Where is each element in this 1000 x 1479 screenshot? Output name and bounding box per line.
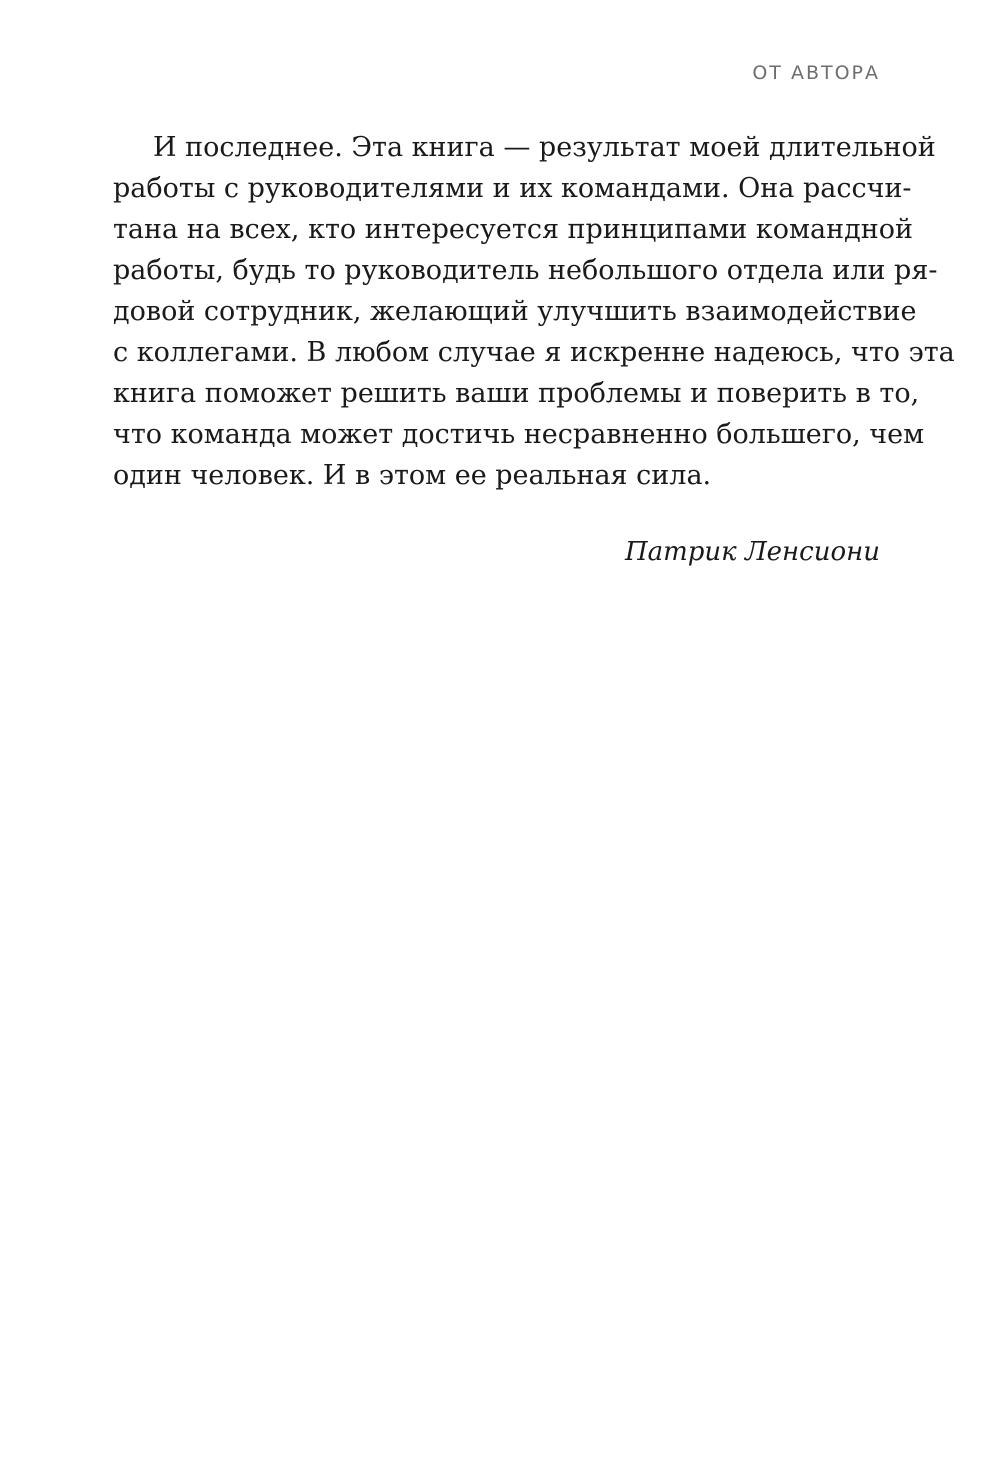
paragraph-line: довой сотрудник, желающий улучшить взаимодействие (113, 296, 917, 327)
paragraph-line: И последнее. Эта книга — результат моей длительной (153, 132, 936, 163)
paragraph-line: тана на всех, кто интересуется принципами командной (113, 214, 913, 245)
running-head-title: ОТ АВТОРА (752, 62, 880, 84)
paragraph-line: работы с руководителями и их командами. Она рассчи- (113, 173, 912, 204)
author-signature: Патрик Ленсиони (624, 537, 880, 567)
paragraph-line: с коллегами. В любом случае я искренне надеюсь, что эта (113, 337, 955, 368)
paragraph-line: работы, будь то руководитель небольшого отдела или ря- (113, 255, 938, 286)
paragraph-line-last: один человек. И в этом ее реальная сила. (113, 460, 712, 491)
body-paragraph (113, 127, 955, 496)
paragraph-line: книга поможет решить ваши проблемы и поверить в то, (113, 378, 920, 409)
paragraph-line: что команда может достичь несравненно большего, чем (113, 419, 925, 450)
